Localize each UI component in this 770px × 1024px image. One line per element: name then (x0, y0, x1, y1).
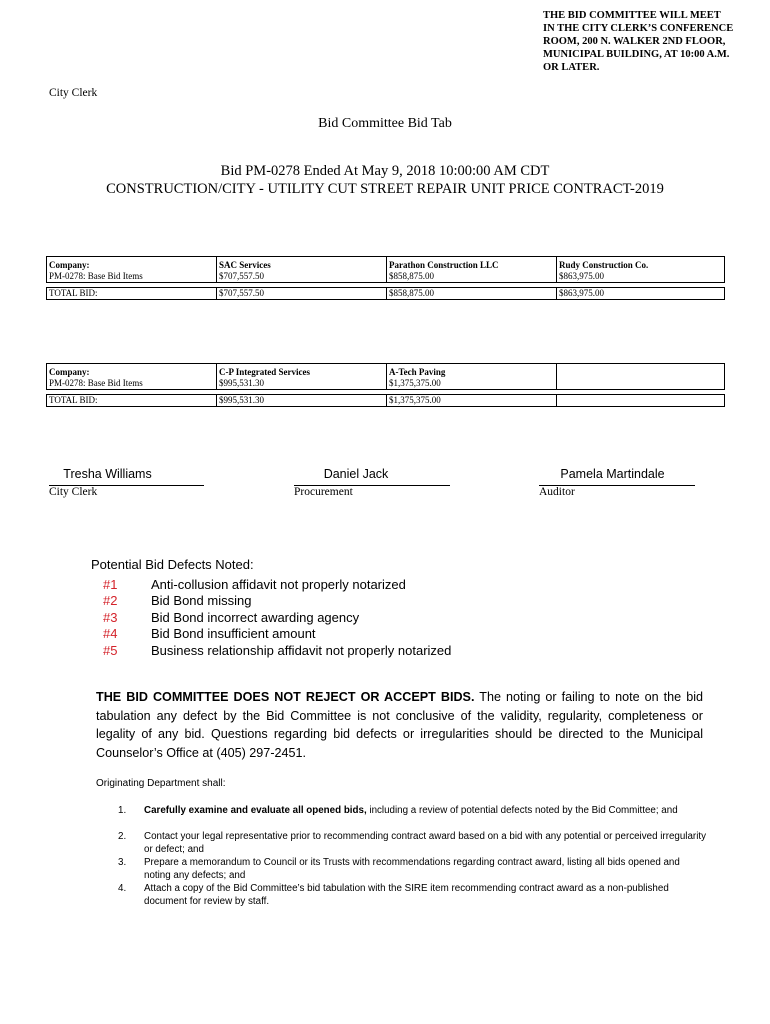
bidder-name: C-P Integrated Services (217, 364, 387, 379)
table-row (47, 257, 725, 272)
total-bid-value (557, 395, 725, 407)
table-row (47, 288, 725, 300)
notice-line: THE BID COMMITTEE WILL MEET (543, 10, 721, 21)
bidder-name: SAC Services (217, 257, 387, 272)
list-item (96, 856, 708, 882)
page-title: Bid Committee Bid Tab (318, 116, 452, 131)
bid-table-2 (46, 363, 725, 407)
list-text: Attach a copy of the Bid Committee’s bid tabulation with the SIRE item recommending contract award as a non-published document for review by staff. (144, 883, 669, 908)
meeting-notice (543, 9, 768, 74)
list-text: including a review of potential defects noted by the Bid Committee; and (366, 805, 678, 816)
notice-line: OR LATER. (543, 62, 600, 73)
bid-table-1 (46, 256, 725, 300)
list-bold: Carefully examine and evaluate all opened bids, (144, 805, 367, 816)
base-bid-value: $995,531.30 (217, 378, 387, 390)
signature-name: Tresha Williams (63, 467, 152, 481)
defect-number: #1 (103, 577, 118, 592)
defect-text: Business relationship affidavit not properly notarized (151, 643, 452, 658)
total-bid-value: $1,375,375.00 (387, 395, 557, 407)
bidder-name: A-Tech Paving (387, 364, 557, 379)
table-row (47, 395, 725, 407)
base-bid-value: $858,875.00 (387, 271, 557, 283)
base-bid-value (557, 378, 725, 390)
total-bid-value: $858,875.00 (387, 288, 557, 300)
defect-number: #5 (103, 643, 118, 658)
signature-role: Procurement (294, 486, 353, 498)
defect-number: #2 (103, 593, 118, 608)
defect-text: Bid Bond missing (151, 593, 252, 608)
defect-item (103, 643, 451, 658)
signature-role: City Clerk (49, 486, 98, 498)
total-bid-value: $863,975.00 (557, 288, 725, 300)
signature-role: Auditor (539, 486, 575, 498)
defects-heading: Potential Bid Defects Noted: (91, 557, 254, 572)
defect-text: Bid Bond insufficient amount (151, 626, 316, 641)
list-number: 4. (118, 883, 127, 894)
list-item (96, 882, 708, 908)
signature-name: Daniel Jack (323, 467, 389, 481)
total-bid-label: TOTAL BID: (47, 288, 217, 300)
notice-line: IN THE CITY CLERK’S CONFERENCE (543, 23, 734, 34)
bidder-name: Parathon Construction LLC (387, 257, 557, 272)
notice-line: ROOM, 200 N. WALKER 2ND FLOOR, (543, 36, 726, 47)
defect-number: #3 (103, 610, 118, 625)
defect-item (103, 626, 316, 641)
company-label: Company: (47, 257, 217, 272)
total-bid-value: $707,557.50 (217, 288, 387, 300)
list-number: 3. (118, 857, 127, 868)
list-item (96, 804, 708, 817)
bidder-name (557, 364, 725, 379)
total-bid-value: $995,531.30 (217, 395, 387, 407)
base-bid-value: $707,557.50 (217, 271, 387, 283)
bidder-name: Rudy Construction Co. (557, 257, 725, 272)
project-line: CONSTRUCTION/CITY - UTILITY CUT STREET REPAIR UNIT PRICE CONTRACT-2019 (106, 181, 664, 197)
defect-text: Anti-collusion affidavit not properly notarized (151, 577, 406, 592)
list-text: Contact your legal representative prior to recommending contract award based on a bid with any potential or perceived irregularity or defect; and (144, 831, 706, 856)
base-bid-label: PM-0278: Base Bid Items (47, 271, 217, 283)
disclaimer-text: The noting or failing to note on the bid tabulation any defect by the Bid Committee is not conclusive of the validity, regularity, completeness or legality of any bid. Questions regarding bid defects or irregularities should be directed to the Municipal Counselor’s Office at (405) 297-2451. (96, 690, 704, 760)
originating-heading: Originating Department shall: (96, 778, 226, 789)
disclaimer-bold: THE BID COMMITTEE DOES NOT REJECT OR ACCEPT BIDS. (96, 690, 475, 704)
defect-item (103, 577, 406, 592)
base-bid-value: $863,975.00 (557, 271, 725, 283)
table-row (47, 378, 725, 390)
defect-item (103, 593, 251, 608)
total-bid-label: TOTAL BID: (47, 395, 217, 407)
defect-number: #4 (103, 626, 118, 641)
disclaimer-paragraph (96, 688, 703, 762)
list-number: 1. (118, 805, 127, 816)
signature-name: Pamela Martindale (560, 467, 665, 481)
defect-item (103, 610, 359, 625)
notice-line: MUNICIPAL BUILDING, AT 10:00 A.M. (543, 49, 730, 60)
base-bid-value: $1,375,375.00 (387, 378, 557, 390)
list-text: Prepare a memorandum to Council or its Trusts with recommendations regarding contract award, listing all bids opened and noting any defects; and (144, 857, 680, 882)
list-item (96, 830, 708, 856)
company-label: Company: (47, 364, 217, 379)
base-bid-label: PM-0278: Base Bid Items (47, 378, 217, 390)
table-row (47, 271, 725, 283)
bid-line: Bid PM-0278 Ended At May 9, 2018 10:00:00 AM CDT (220, 163, 550, 179)
list-number: 2. (118, 831, 127, 842)
table-row (47, 364, 725, 379)
defect-text: Bid Bond incorrect awarding agency (151, 610, 360, 625)
office-label: City Clerk (49, 87, 98, 99)
